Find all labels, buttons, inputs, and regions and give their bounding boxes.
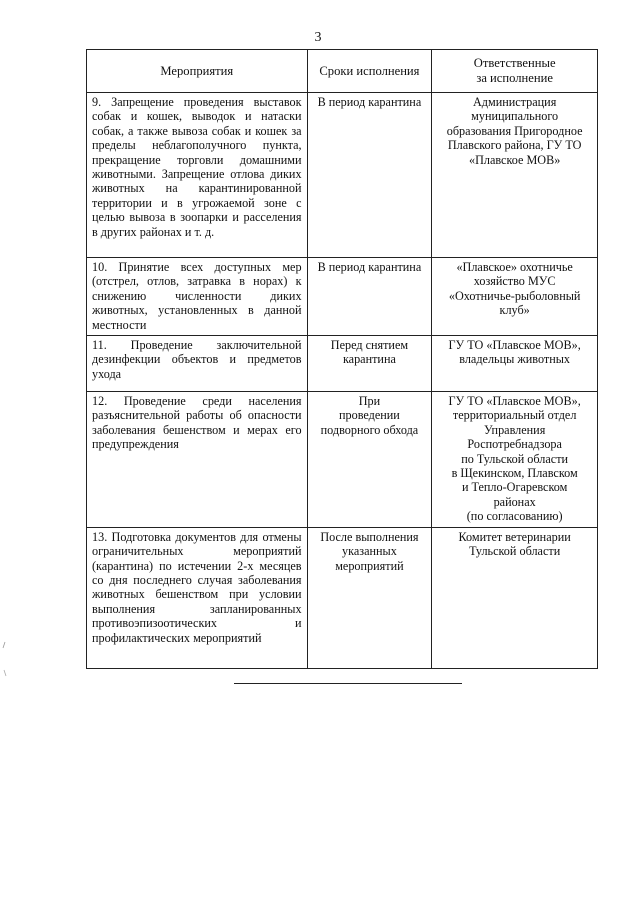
measure-cell: 13. Подготовка документов для отмены ограничительных мероприятий (карантина) по истечении 2-х месяцев со дня последнего случая заболевания животных бешенством при условии выполнения запланированных противоэпизоотических и профилактических мероприятий xyxy=(87,527,308,668)
deadline-cell: После выполнения указанных мероприятий xyxy=(307,527,432,668)
deadline-cell: При проведении подворного обхода xyxy=(307,392,432,528)
measure-cell: 10. Принятие всех доступных мер (отстрел, отлов, затравка в норах) к снижению численности диких животных, установленных в данной местности xyxy=(87,258,308,336)
table-body xyxy=(87,93,598,669)
table-row xyxy=(87,258,598,336)
measure-cell: 12. Проведение среди населения разъяснительной работы об опасности заболевания бешенством и мерах его предупреждения xyxy=(87,392,308,528)
end-separator-line xyxy=(234,683,462,684)
scan-margin-marks xyxy=(2,640,12,680)
header-responsible: Ответственные за исполнение xyxy=(432,50,598,93)
deadline-cell: Перед снятием карантина xyxy=(307,336,432,392)
table-row xyxy=(87,527,598,668)
responsible-cell: Администрация муниципального образования Пригородное Плавского района, ГУ ТО «Плавское МОВ» xyxy=(432,93,598,258)
deadline-cell: В период карантина xyxy=(307,258,432,336)
responsible-cell: «Плавское» охотничье хозяйство МУС «Охотничье-рыболовный клуб» xyxy=(432,258,598,336)
deadline-cell: В период карантина xyxy=(307,93,432,258)
header-row xyxy=(87,50,598,93)
table-row xyxy=(87,93,598,258)
page-number: 3 xyxy=(314,30,322,45)
measure-cell: 9. Запрещение проведения выставок собак и кошек, выводок и натаски собак, а также вывоза собак и кошек за пределы неблагополучного пункта, прекращение торговли домашними животными. Запрещение отлова диких животных на карантинированной территории и в угрожаемой зоне с целью вывоза в зоопарки и расселения в других районах и т. д. xyxy=(87,93,308,258)
table-row xyxy=(87,336,598,392)
table-header xyxy=(87,50,598,93)
table-row xyxy=(87,392,598,528)
responsible-cell: Комитет ветеринарии Тульской области xyxy=(432,527,598,668)
measure-cell: 11. Проведение заключительной дезинфекции объектов и предметов ухода xyxy=(87,336,308,392)
header-deadline: Сроки исполнения xyxy=(307,50,432,93)
responsible-cell: ГУ ТО «Плавское МОВ», владельцы животных xyxy=(432,336,598,392)
header-measures: Мероприятия xyxy=(87,50,308,93)
responsible-cell: ГУ ТО «Плавское МОВ», территориальный отдел Управления Роспотребнадзора по Тульской области в Щекинском, Плавском и Тепло-Огаревском районах (по согласованию) xyxy=(432,392,598,528)
measures-table xyxy=(86,49,598,669)
